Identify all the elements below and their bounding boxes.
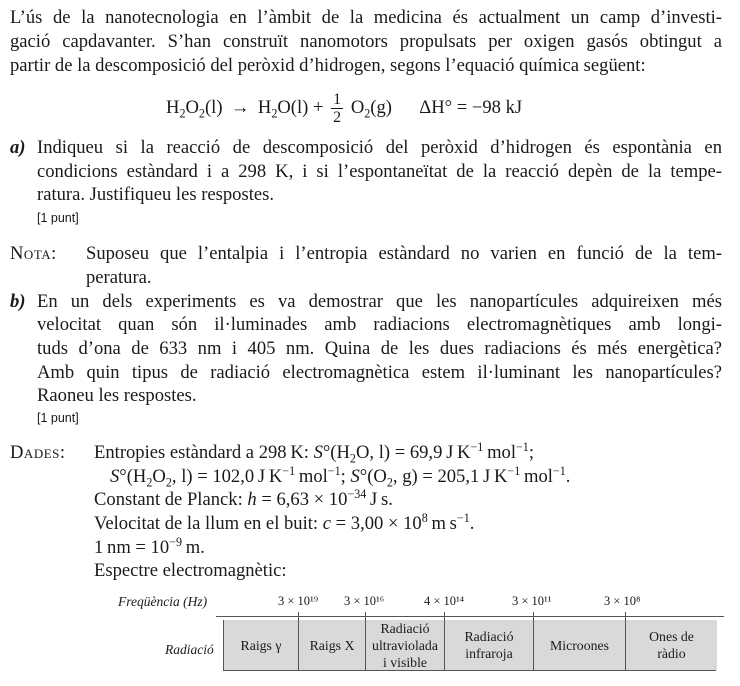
region-infrared xyxy=(444,620,533,670)
reactant-h2o2: $H_2O_2(l)$ xyxy=(166,97,223,121)
part-a-line-1: Indiqueu si la reacció de descomposició del peròxid d’hidrogen és espontània en xyxy=(37,137,722,158)
radiation-row-title: Radiació xyxy=(165,642,214,657)
region-label: Radiació xyxy=(464,629,514,644)
tick-mark xyxy=(298,612,299,620)
spectrum-bottom-line xyxy=(223,670,716,671)
region-label: Raigs X xyxy=(309,637,355,653)
dades-planck: Constant de Planck: $h = 6,63 \times 10^{-34}$ J s. xyxy=(94,486,393,510)
tick-mark xyxy=(365,612,366,620)
part-a-line-2: condicions estàndard i a 298 K, i si l’espontaneïtat de la reacció depèn de la tempe- xyxy=(37,161,722,182)
dades-entropy-line-2: $S^\circ(H_2O_2$, l) = 102,0 J $K^{-1}$ mol$^{-1}$; $S^\circ(O_2$, g) = 205,1 J $K^{-1}$ mol$^{-1}$. xyxy=(110,463,571,490)
part-a-points: [1 punt] xyxy=(37,211,79,225)
dades-nm: 1 nm = $10^{-9}$ m. xyxy=(94,534,205,558)
chemical-equation xyxy=(166,90,522,126)
frequency-tick: 3 × 10¹¹ xyxy=(512,594,552,608)
frequency-tick: 4 × 10¹⁴ xyxy=(424,594,465,608)
electromagnetic-spectrum xyxy=(0,588,740,686)
tick-mark xyxy=(533,612,534,620)
intro-line-3: partir de la descomposició del peròxid d’hidrogen, segons l’equació química següent: xyxy=(10,55,646,76)
dades-entropy-line-1: Entropies estàndard a 298 K: $S^\circ(H_2O$, l) = 69,9 J $K^{-1}$ mol$^{-1}$; xyxy=(94,439,535,466)
part-b-points: [1 punt] xyxy=(37,411,79,425)
planck-label: Constant de Planck: xyxy=(94,489,248,510)
light-label: Velocitat de la llum en el buit: xyxy=(94,513,323,534)
intro-line-2: gació capdavanter. S’han construït nanomotors propulsats per oxigen gasós obtingut a xyxy=(10,31,722,52)
part-b-line-4: Amb quin tipus de radiació electromagnètica estem il·luminant les nanopartícules? xyxy=(37,362,722,383)
frequency-axis-title: Freqüència (Hz) xyxy=(118,594,208,609)
dades-label: Dades: xyxy=(10,442,66,463)
frequency-axis-line xyxy=(216,616,724,617)
nota-label: Nota: xyxy=(10,243,57,264)
part-b-line-3: tuds d’ona de 633 nm i 405 nm. Quina de les dues radiacions és més energètica? xyxy=(37,338,722,359)
region-label: ràdio xyxy=(657,646,686,661)
intro-line-1: L’ús de la nanotecnologia en l’àmbit de la medicina és actualment un camp d’investi- xyxy=(10,7,722,28)
part-b-line-1: En un dels experiments es va demostrar que les nanopartícules adquireixen més xyxy=(37,291,722,312)
region-uv-visible xyxy=(365,620,444,670)
tick-mark xyxy=(625,612,626,620)
frequency-tick: 3 × 10¹⁶ xyxy=(344,594,385,608)
region-label: Microones xyxy=(549,637,609,653)
region-label: Raigs γ xyxy=(240,637,282,653)
region-radio-waves xyxy=(625,620,717,670)
part-b-line-5: Raoneu les respostes. xyxy=(37,385,197,406)
dades-spectrum-title: Espectre electromagnètic: xyxy=(94,560,287,581)
region-label: infraroja xyxy=(465,646,513,661)
nota-line-1: Suposeu que l’entalpia i l’entropia estàndard no varien en funció de la tem- xyxy=(86,243,722,264)
region-label: ultraviolada xyxy=(372,637,438,653)
region-microwaves xyxy=(533,620,625,670)
region-label: Radiació xyxy=(380,620,430,636)
product-h2o: $H_2O(l)$ + xyxy=(257,97,324,121)
part-a-line-3: ratura. Justifiqueu les respostes. xyxy=(37,184,275,205)
region-gamma-rays xyxy=(223,620,298,670)
nota-line-2: peratura. xyxy=(86,267,152,288)
region-x-rays xyxy=(298,620,365,670)
part-a-label: a) xyxy=(10,137,26,158)
part-b-label: b) xyxy=(10,291,26,312)
frequency-tick: 3 × 10¹⁹ xyxy=(278,594,319,608)
region-label: Ones de xyxy=(649,629,694,644)
part-b-line-2: velocitat quan són il·luminades amb radiacions electromagnètiques amb longi- xyxy=(37,314,722,335)
tick-mark xyxy=(444,612,445,620)
region-label: i visible xyxy=(382,654,428,670)
dades-light-speed: Velocitat de la llum en el buit: $c = 3,00 \times 10^8$ m $s^{-1}$. xyxy=(94,510,475,534)
frequency-tick: 3 × 10⁸ xyxy=(604,594,641,608)
enthalpy-value: ΔH° = −98 kJ xyxy=(419,97,523,118)
product-o2: $O_2(g)$ xyxy=(350,97,392,121)
fraction-one-half: $\frac{1}{2}$ xyxy=(333,91,342,127)
arrow-symbol: → xyxy=(227,97,254,118)
